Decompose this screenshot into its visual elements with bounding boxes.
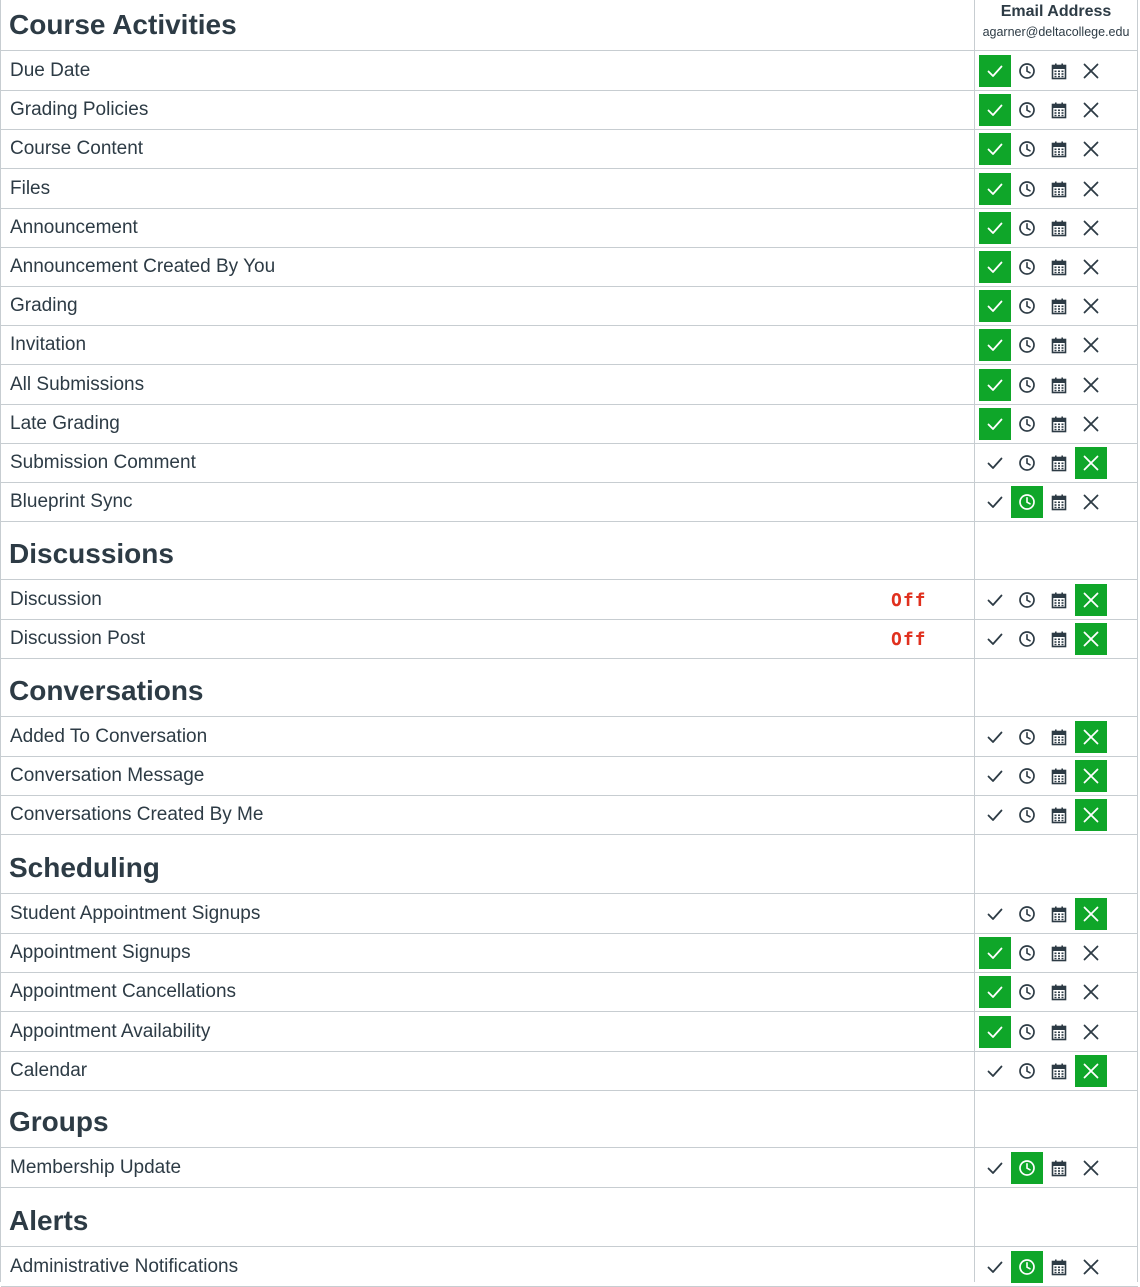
notification-row bbox=[1, 717, 1138, 757]
category-title: Scheduling bbox=[9, 852, 160, 883]
frequency-immediately-button[interactable] bbox=[979, 369, 1011, 401]
frequency-immediately-button[interactable] bbox=[979, 799, 1011, 831]
checkmark-icon bbox=[986, 905, 1004, 923]
notification-label: Due Date bbox=[10, 60, 91, 81]
checkmark-icon bbox=[986, 1159, 1004, 1177]
frequency-daily-button[interactable] bbox=[1011, 1251, 1043, 1283]
x-icon bbox=[1082, 101, 1100, 119]
x-icon bbox=[1082, 180, 1100, 198]
frequency-daily-button[interactable] bbox=[1011, 408, 1043, 440]
frequency-immediately-button[interactable] bbox=[979, 290, 1011, 322]
category-title: Conversations bbox=[9, 675, 204, 706]
frequency-daily-button[interactable] bbox=[1011, 486, 1043, 518]
clock-icon bbox=[1018, 806, 1036, 824]
frequency-weekly-button[interactable] bbox=[1043, 447, 1075, 479]
channel-header-title: Email Address bbox=[1000, 3, 1112, 20]
frequency-weekly-button[interactable] bbox=[1043, 760, 1075, 792]
notification-row bbox=[1, 580, 1138, 620]
frequency-never-button[interactable] bbox=[1075, 329, 1107, 361]
frequency-never-button[interactable] bbox=[1075, 976, 1107, 1008]
frequency-immediately-button[interactable] bbox=[979, 898, 1011, 930]
frequency-never-button[interactable] bbox=[1075, 94, 1107, 126]
status-off-label: Off bbox=[891, 629, 927, 650]
notification-row bbox=[1, 208, 1138, 248]
frequency-immediately-button[interactable] bbox=[979, 55, 1011, 87]
frequency-daily-button[interactable] bbox=[1011, 799, 1043, 831]
clock-icon bbox=[1018, 336, 1036, 354]
checkmark-icon bbox=[986, 140, 1004, 158]
frequency-weekly-button[interactable] bbox=[1043, 1251, 1075, 1283]
x-icon bbox=[1082, 806, 1100, 824]
calendar-icon bbox=[1051, 984, 1067, 1001]
notification-label: Conversations Created By Me bbox=[10, 804, 264, 825]
notification-label: Late Grading bbox=[10, 413, 120, 434]
clock-icon bbox=[1018, 944, 1036, 962]
x-icon bbox=[1082, 336, 1100, 354]
notification-label: Grading Policies bbox=[10, 99, 149, 120]
frequency-immediately-button[interactable] bbox=[979, 173, 1011, 205]
frequency-never-button[interactable] bbox=[1075, 212, 1107, 244]
frequency-never-button[interactable] bbox=[1075, 760, 1107, 792]
frequency-daily-button[interactable] bbox=[1011, 251, 1043, 283]
frequency-weekly-button[interactable] bbox=[1043, 94, 1075, 126]
checkmark-icon bbox=[986, 101, 1004, 119]
checkmark-icon bbox=[986, 1023, 1004, 1041]
frequency-never-button[interactable] bbox=[1075, 1055, 1107, 1087]
frequency-daily-button[interactable] bbox=[1011, 212, 1043, 244]
calendar-icon bbox=[1051, 807, 1067, 824]
frequency-daily-button[interactable] bbox=[1011, 447, 1043, 479]
notification-row bbox=[1, 1051, 1138, 1091]
notification-label: Submission Comment bbox=[10, 452, 196, 473]
frequency-daily-button[interactable] bbox=[1011, 329, 1043, 361]
calendar-icon bbox=[1051, 945, 1067, 962]
category-title: Groups bbox=[9, 1106, 109, 1137]
notification-row bbox=[1, 247, 1138, 287]
frequency-weekly-button[interactable] bbox=[1043, 1016, 1075, 1048]
notification-row bbox=[1, 365, 1138, 405]
checkmark-icon bbox=[986, 1062, 1004, 1080]
calendar-icon bbox=[1051, 337, 1067, 354]
notification-label: Conversation Message bbox=[10, 765, 205, 786]
frequency-never-button[interactable] bbox=[1075, 721, 1107, 753]
x-icon bbox=[1082, 728, 1100, 746]
category-header-row bbox=[1, 0, 1138, 51]
category-header-row bbox=[1, 1187, 1138, 1247]
frequency-daily-button[interactable] bbox=[1011, 290, 1043, 322]
frequency-never-button[interactable] bbox=[1075, 1251, 1107, 1283]
notification-row bbox=[1, 933, 1138, 973]
frequency-daily-button[interactable] bbox=[1011, 584, 1043, 616]
frequency-immediately-button[interactable] bbox=[979, 486, 1011, 518]
notification-label: Invitation bbox=[10, 334, 87, 355]
clock-icon bbox=[1018, 1062, 1036, 1080]
notification-row bbox=[1, 286, 1138, 326]
category-title: Discussions bbox=[9, 538, 174, 569]
frequency-daily-button[interactable] bbox=[1011, 55, 1043, 87]
notification-row bbox=[1, 972, 1138, 1012]
checkmark-icon bbox=[986, 806, 1004, 824]
frequency-immediately-button[interactable] bbox=[979, 447, 1011, 479]
x-icon bbox=[1082, 944, 1100, 962]
frequency-never-button[interactable] bbox=[1075, 290, 1107, 322]
category-header-row bbox=[1, 834, 1138, 894]
frequency-immediately-button[interactable] bbox=[979, 408, 1011, 440]
notification-row bbox=[1, 169, 1138, 209]
frequency-weekly-button[interactable] bbox=[1043, 937, 1075, 969]
calendar-icon bbox=[1051, 102, 1067, 119]
notification-label: Student Appointment Signups bbox=[10, 903, 261, 924]
calendar-icon bbox=[1051, 416, 1067, 433]
frequency-never-button[interactable] bbox=[1075, 584, 1107, 616]
frequency-immediately-button[interactable] bbox=[979, 94, 1011, 126]
calendar-icon bbox=[1051, 298, 1067, 315]
channel-header-email: agarner@deltacollege.edu bbox=[982, 25, 1130, 39]
category-title: Course Activities bbox=[9, 9, 237, 40]
frequency-immediately-button[interactable] bbox=[979, 133, 1011, 165]
calendar-icon bbox=[1051, 631, 1067, 648]
frequency-immediately-button[interactable] bbox=[979, 1251, 1011, 1283]
frequency-never-button[interactable] bbox=[1075, 447, 1107, 479]
frequency-never-button[interactable] bbox=[1075, 1016, 1107, 1048]
calendar-icon bbox=[1051, 592, 1067, 609]
frequency-immediately-button[interactable] bbox=[979, 760, 1011, 792]
x-icon bbox=[1082, 630, 1100, 648]
calendar-icon bbox=[1051, 1063, 1067, 1080]
checkmark-icon bbox=[986, 630, 1004, 648]
notification-label: Announcement bbox=[10, 217, 138, 238]
checkmark-icon bbox=[986, 944, 1004, 962]
checkmark-icon bbox=[986, 1258, 1004, 1276]
x-icon bbox=[1082, 415, 1100, 433]
frequency-daily-button[interactable] bbox=[1011, 94, 1043, 126]
x-icon bbox=[1082, 140, 1100, 158]
frequency-never-button[interactable] bbox=[1075, 623, 1107, 655]
checkmark-icon bbox=[986, 376, 1004, 394]
frequency-weekly-button[interactable] bbox=[1043, 55, 1075, 87]
notification-row bbox=[1, 1247, 1138, 1287]
notification-label: Announcement Created By You bbox=[10, 256, 276, 277]
checkmark-icon bbox=[986, 62, 1004, 80]
x-icon bbox=[1082, 493, 1100, 511]
clock-icon bbox=[1018, 62, 1036, 80]
frequency-daily-button[interactable] bbox=[1011, 937, 1043, 969]
checkmark-icon bbox=[986, 336, 1004, 354]
notification-row bbox=[1, 129, 1138, 169]
notification-label: Administrative Notifications bbox=[10, 1256, 239, 1277]
frequency-weekly-button[interactable] bbox=[1043, 486, 1075, 518]
x-icon bbox=[1082, 219, 1100, 237]
category-header-row bbox=[1, 1088, 1138, 1148]
frequency-weekly-button[interactable] bbox=[1043, 799, 1075, 831]
calendar-icon bbox=[1051, 1024, 1067, 1041]
frequency-daily-button[interactable] bbox=[1011, 133, 1043, 165]
frequency-immediately-button[interactable] bbox=[979, 1016, 1011, 1048]
status-off-label: Off bbox=[891, 590, 927, 611]
frequency-weekly-button[interactable] bbox=[1043, 369, 1075, 401]
notification-label: Appointment Signups bbox=[10, 942, 191, 963]
calendar-icon bbox=[1051, 259, 1067, 276]
clock-icon bbox=[1018, 297, 1036, 315]
clock-icon bbox=[1018, 258, 1036, 276]
notification-label: Course Content bbox=[10, 138, 144, 159]
frequency-daily-button[interactable] bbox=[1011, 976, 1043, 1008]
notification-row bbox=[1, 619, 1138, 659]
clock-icon bbox=[1018, 767, 1036, 785]
x-icon bbox=[1082, 454, 1100, 472]
checkmark-icon bbox=[986, 258, 1004, 276]
notification-label: Files bbox=[10, 178, 51, 199]
notification-row bbox=[1, 795, 1138, 835]
frequency-immediately-button[interactable] bbox=[979, 1152, 1011, 1184]
frequency-never-button[interactable] bbox=[1075, 1152, 1107, 1184]
frequency-daily-button[interactable] bbox=[1011, 173, 1043, 205]
checkmark-icon bbox=[986, 983, 1004, 1001]
notification-label: Discussion bbox=[10, 589, 102, 610]
notification-row bbox=[1, 482, 1138, 522]
clock-icon bbox=[1018, 415, 1036, 433]
notification-label: Appointment Cancellations bbox=[10, 981, 237, 1002]
frequency-weekly-button[interactable] bbox=[1043, 898, 1075, 930]
frequency-weekly-button[interactable] bbox=[1043, 329, 1075, 361]
notification-row bbox=[1, 404, 1138, 444]
category-title: Alerts bbox=[9, 1205, 89, 1236]
calendar-icon bbox=[1051, 768, 1067, 785]
frequency-weekly-button[interactable] bbox=[1043, 251, 1075, 283]
calendar-icon bbox=[1051, 141, 1067, 158]
frequency-immediately-button[interactable] bbox=[979, 1055, 1011, 1087]
notification-label: Discussion Post bbox=[10, 628, 146, 649]
category-header-row bbox=[1, 657, 1138, 717]
notification-row bbox=[1, 90, 1138, 130]
frequency-weekly-button[interactable] bbox=[1043, 408, 1075, 440]
x-icon bbox=[1082, 905, 1100, 923]
frequency-never-button[interactable] bbox=[1075, 486, 1107, 518]
calendar-icon bbox=[1051, 1259, 1067, 1276]
checkmark-icon bbox=[986, 454, 1004, 472]
frequency-daily-button[interactable] bbox=[1011, 1055, 1043, 1087]
frequency-never-button[interactable] bbox=[1075, 799, 1107, 831]
clock-icon bbox=[1018, 376, 1036, 394]
clock-icon bbox=[1018, 219, 1036, 237]
notification-label: Grading bbox=[10, 295, 78, 316]
frequency-never-button[interactable] bbox=[1075, 408, 1107, 440]
calendar-icon bbox=[1051, 494, 1067, 511]
frequency-never-button[interactable] bbox=[1075, 55, 1107, 87]
calendar-icon bbox=[1051, 377, 1067, 394]
checkmark-icon bbox=[986, 591, 1004, 609]
notification-row bbox=[1, 894, 1138, 934]
frequency-weekly-button[interactable] bbox=[1043, 290, 1075, 322]
x-icon bbox=[1082, 1023, 1100, 1041]
frequency-daily-button[interactable] bbox=[1011, 369, 1043, 401]
frequency-weekly-button[interactable] bbox=[1043, 1152, 1075, 1184]
frequency-immediately-button[interactable] bbox=[979, 329, 1011, 361]
calendar-icon bbox=[1051, 455, 1067, 472]
checkmark-icon bbox=[986, 180, 1004, 198]
notification-label: Appointment Availability bbox=[10, 1021, 211, 1042]
calendar-icon bbox=[1051, 906, 1067, 923]
notification-row bbox=[1, 325, 1138, 365]
clock-icon bbox=[1018, 591, 1036, 609]
notification-row bbox=[1, 51, 1138, 91]
frequency-never-button[interactable] bbox=[1075, 251, 1107, 283]
frequency-never-button[interactable] bbox=[1075, 173, 1107, 205]
frequency-weekly-button[interactable] bbox=[1043, 623, 1075, 655]
notification-row bbox=[1, 443, 1138, 483]
frequency-never-button[interactable] bbox=[1075, 937, 1107, 969]
checkmark-icon bbox=[986, 219, 1004, 237]
x-icon bbox=[1082, 767, 1100, 785]
clock-icon bbox=[1018, 630, 1036, 648]
x-icon bbox=[1082, 1062, 1100, 1080]
checkmark-icon bbox=[986, 415, 1004, 433]
frequency-immediately-button[interactable] bbox=[979, 251, 1011, 283]
frequency-daily-button[interactable] bbox=[1011, 721, 1043, 753]
x-icon bbox=[1082, 591, 1100, 609]
clock-icon bbox=[1018, 728, 1036, 746]
frequency-weekly-button[interactable] bbox=[1043, 212, 1075, 244]
frequency-weekly-button[interactable] bbox=[1043, 584, 1075, 616]
clock-icon bbox=[1018, 180, 1036, 198]
calendar-icon bbox=[1051, 729, 1067, 746]
frequency-daily-button[interactable] bbox=[1011, 623, 1043, 655]
frequency-daily-button[interactable] bbox=[1011, 898, 1043, 930]
frequency-immediately-button[interactable] bbox=[979, 976, 1011, 1008]
clock-icon bbox=[1018, 454, 1036, 472]
frequency-weekly-button[interactable] bbox=[1043, 976, 1075, 1008]
x-icon bbox=[1082, 983, 1100, 1001]
clock-icon bbox=[1018, 140, 1036, 158]
frequency-immediately-button[interactable] bbox=[979, 623, 1011, 655]
notification-row bbox=[1, 1012, 1138, 1052]
x-icon bbox=[1082, 1258, 1100, 1276]
frequency-never-button[interactable] bbox=[1075, 133, 1107, 165]
category-header-row bbox=[1, 520, 1138, 580]
checkmark-icon bbox=[986, 767, 1004, 785]
x-icon bbox=[1082, 258, 1100, 276]
clock-icon bbox=[1018, 493, 1036, 511]
clock-icon bbox=[1018, 1023, 1036, 1041]
frequency-daily-button[interactable] bbox=[1011, 1016, 1043, 1048]
x-icon bbox=[1082, 297, 1100, 315]
frequency-immediately-button[interactable] bbox=[979, 721, 1011, 753]
checkmark-icon bbox=[986, 493, 1004, 511]
x-icon bbox=[1082, 1159, 1100, 1177]
frequency-immediately-button[interactable] bbox=[979, 937, 1011, 969]
notification-label: All Submissions bbox=[10, 374, 145, 395]
notification-label: Calendar bbox=[10, 1060, 88, 1081]
clock-icon bbox=[1018, 101, 1036, 119]
notification-label: Added To Conversation bbox=[10, 726, 208, 747]
frequency-weekly-button[interactable] bbox=[1043, 721, 1075, 753]
frequency-immediately-button[interactable] bbox=[979, 584, 1011, 616]
clock-icon bbox=[1018, 983, 1036, 1001]
calendar-icon bbox=[1051, 181, 1067, 198]
frequency-daily-button[interactable] bbox=[1011, 760, 1043, 792]
calendar-icon bbox=[1051, 63, 1067, 80]
checkmark-icon bbox=[986, 728, 1004, 746]
frequency-weekly-button[interactable] bbox=[1043, 133, 1075, 165]
frequency-never-button[interactable] bbox=[1075, 369, 1107, 401]
frequency-daily-button[interactable] bbox=[1011, 1152, 1043, 1184]
checkmark-icon bbox=[986, 297, 1004, 315]
x-icon bbox=[1082, 62, 1100, 80]
notification-row bbox=[1, 1148, 1138, 1188]
clock-icon bbox=[1018, 1258, 1036, 1276]
frequency-never-button[interactable] bbox=[1075, 898, 1107, 930]
frequency-immediately-button[interactable] bbox=[979, 212, 1011, 244]
notification-row bbox=[1, 756, 1138, 796]
clock-icon bbox=[1018, 1159, 1036, 1177]
calendar-icon bbox=[1051, 220, 1067, 237]
calendar-icon bbox=[1051, 1160, 1067, 1177]
notification-label: Blueprint Sync bbox=[10, 491, 133, 512]
notification-label: Membership Update bbox=[10, 1157, 182, 1178]
frequency-weekly-button[interactable] bbox=[1043, 1055, 1075, 1087]
clock-icon bbox=[1018, 905, 1036, 923]
frequency-weekly-button[interactable] bbox=[1043, 173, 1075, 205]
x-icon bbox=[1082, 376, 1100, 394]
